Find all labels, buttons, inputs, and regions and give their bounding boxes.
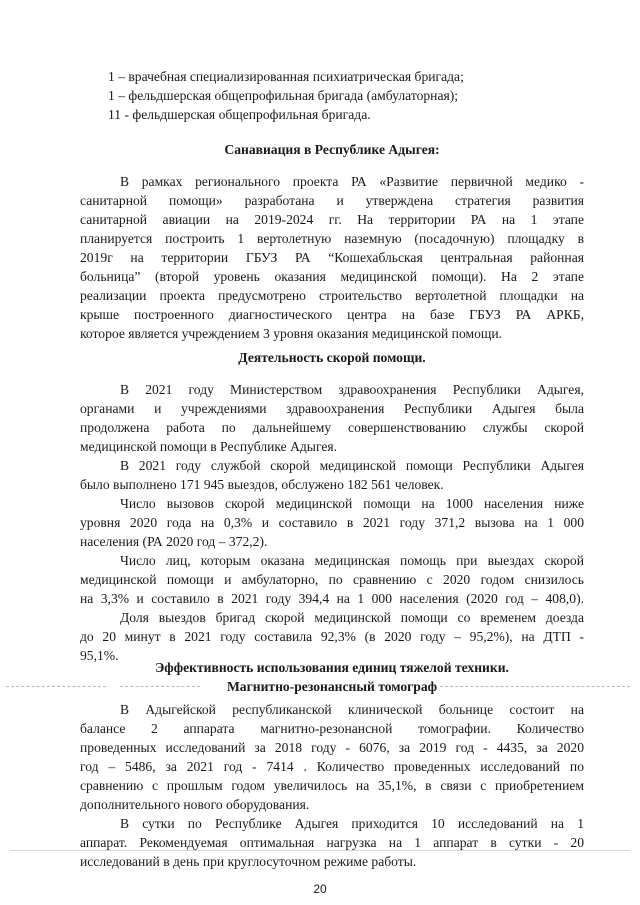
paragraph-line: Число вызовов скорой медицинской помощи на 1000 населения ниже: [120, 496, 584, 511]
paragraph-line: было выполнено 171 945 выездов, обслужено 182 561 человек.: [80, 477, 444, 492]
paragraph-line: до 20 минут в 2021 году составила 92,3% (в 2020 году – 95,2%), на ДТП -: [80, 629, 584, 644]
section-heading: Эффективность использования единиц тяжелой техники.: [155, 660, 509, 675]
paragraph-line: уровня 2020 года на 0,3% и составило в 2021 году 371,2 вызова на 1 000: [80, 515, 584, 530]
paragraph-line: больница” (второй уровень оказания медицинской помощи). На 2 этапе: [80, 269, 584, 284]
list-item: 1 – врачебная специализированная психиатрическая бригада;: [108, 69, 464, 84]
section-heading: Санавиация в Республике Адыгея:: [224, 142, 440, 157]
paragraph-line: дополнительного нового оборудования.: [80, 797, 310, 812]
paragraph-line: В Адыгейской республиканской клинической больнице состоит на: [120, 702, 584, 717]
paragraph-line: проведенных исследований за 2018 году - 6076, за 2019 год - 4435, за 2020: [80, 740, 584, 755]
paragraph-line: на 3,3% и составило в 2021 году 394,4 на 1 000 населения (2020 год – 408,0).: [80, 591, 584, 606]
paragraph-line: В рамках регионального проекта РА «Развитие первичной медико -: [120, 174, 584, 189]
paragraph-line: 95,1%.: [80, 648, 119, 663]
paragraph-line: крыше построенного диагностического центра на базе ГБУЗ РА АРКБ,: [80, 307, 584, 322]
scan-artifact-divider: [10, 850, 630, 851]
paragraph-line: санитарной авиации на 2019-2024 гг. На территории РА на 1 этапе: [80, 212, 584, 227]
paragraph-line: аппарат. Рекомендуемая оптимальная нагрузка на 1 аппарат в сутки - 20: [80, 835, 584, 850]
paragraph-line: 2019г на территории ГБУЗ РА “Кошехабльская центральная районная: [80, 250, 584, 265]
paragraph-line: сравнению с прошлым годом увеличилось на 35,1%, в связи с приобретением: [80, 778, 584, 793]
paragraph-line: планируется построить 1 вертолетную наземную (посадочную) площадку в: [80, 231, 584, 246]
paragraph-line: органами и учреждениями здравоохранения Республики Адыгея была: [80, 401, 584, 416]
paragraph-line: исследований в день при круглосуточном режиме работы.: [80, 854, 417, 869]
paragraph-line: населения (РА 2020 год – 372,2).: [80, 534, 268, 549]
paragraph-line: балансе 2 аппарата магнитно-резонансной томографии. Количество: [80, 721, 584, 736]
paragraph-line: В 2021 году Министерством здравоохранения Республики Адыгея,: [120, 382, 584, 397]
paragraph-line: реализации проекта предусмотрено строительство вертолетной площадки на: [80, 288, 584, 303]
paragraph-line: Число лиц, которым оказана медицинская помощь при выездах скорой: [120, 553, 584, 568]
paragraph-line: которое является учреждением 3 уровня оказания медицинской помощи.: [80, 326, 503, 341]
paragraph-line: санитарной помощи» разработана и утверждена стратегия развития: [80, 193, 584, 208]
paragraph-line: продолжена работа по дальнейшему совершенствованию службы скорой: [80, 420, 584, 435]
page-number: 20: [313, 882, 327, 896]
list-item: 11 - фельдшерская общепрофильная бригада.: [108, 107, 371, 122]
paragraph-line: медицинской помощи в Республике Адыгея.: [80, 439, 338, 454]
paragraph-line: Доля выездов бригад скорой медицинской помощи со временем доезда: [120, 610, 584, 625]
list-item: 1 – фельдшерская общепрофильная бригада (амбулаторная);: [108, 88, 459, 103]
section-heading: Деятельность скорой помощи.: [238, 350, 426, 365]
paragraph-line: медицинской помощи и амбулаторно, по сравнению с 2020 годом снизилось: [80, 572, 584, 587]
paragraph-line: год – 5486, за 2021 год - 7414 . Количество проведенных исследований по: [80, 759, 584, 774]
section-subheading: Магнитно-резонансный томограф: [226, 679, 438, 694]
paragraph-line: В 2021 году службой скорой медицинской помощи Республики Адыгея: [120, 458, 584, 473]
paragraph-line: В сутки по Республике Адыгея приходится 10 исследований на 1: [120, 816, 584, 831]
